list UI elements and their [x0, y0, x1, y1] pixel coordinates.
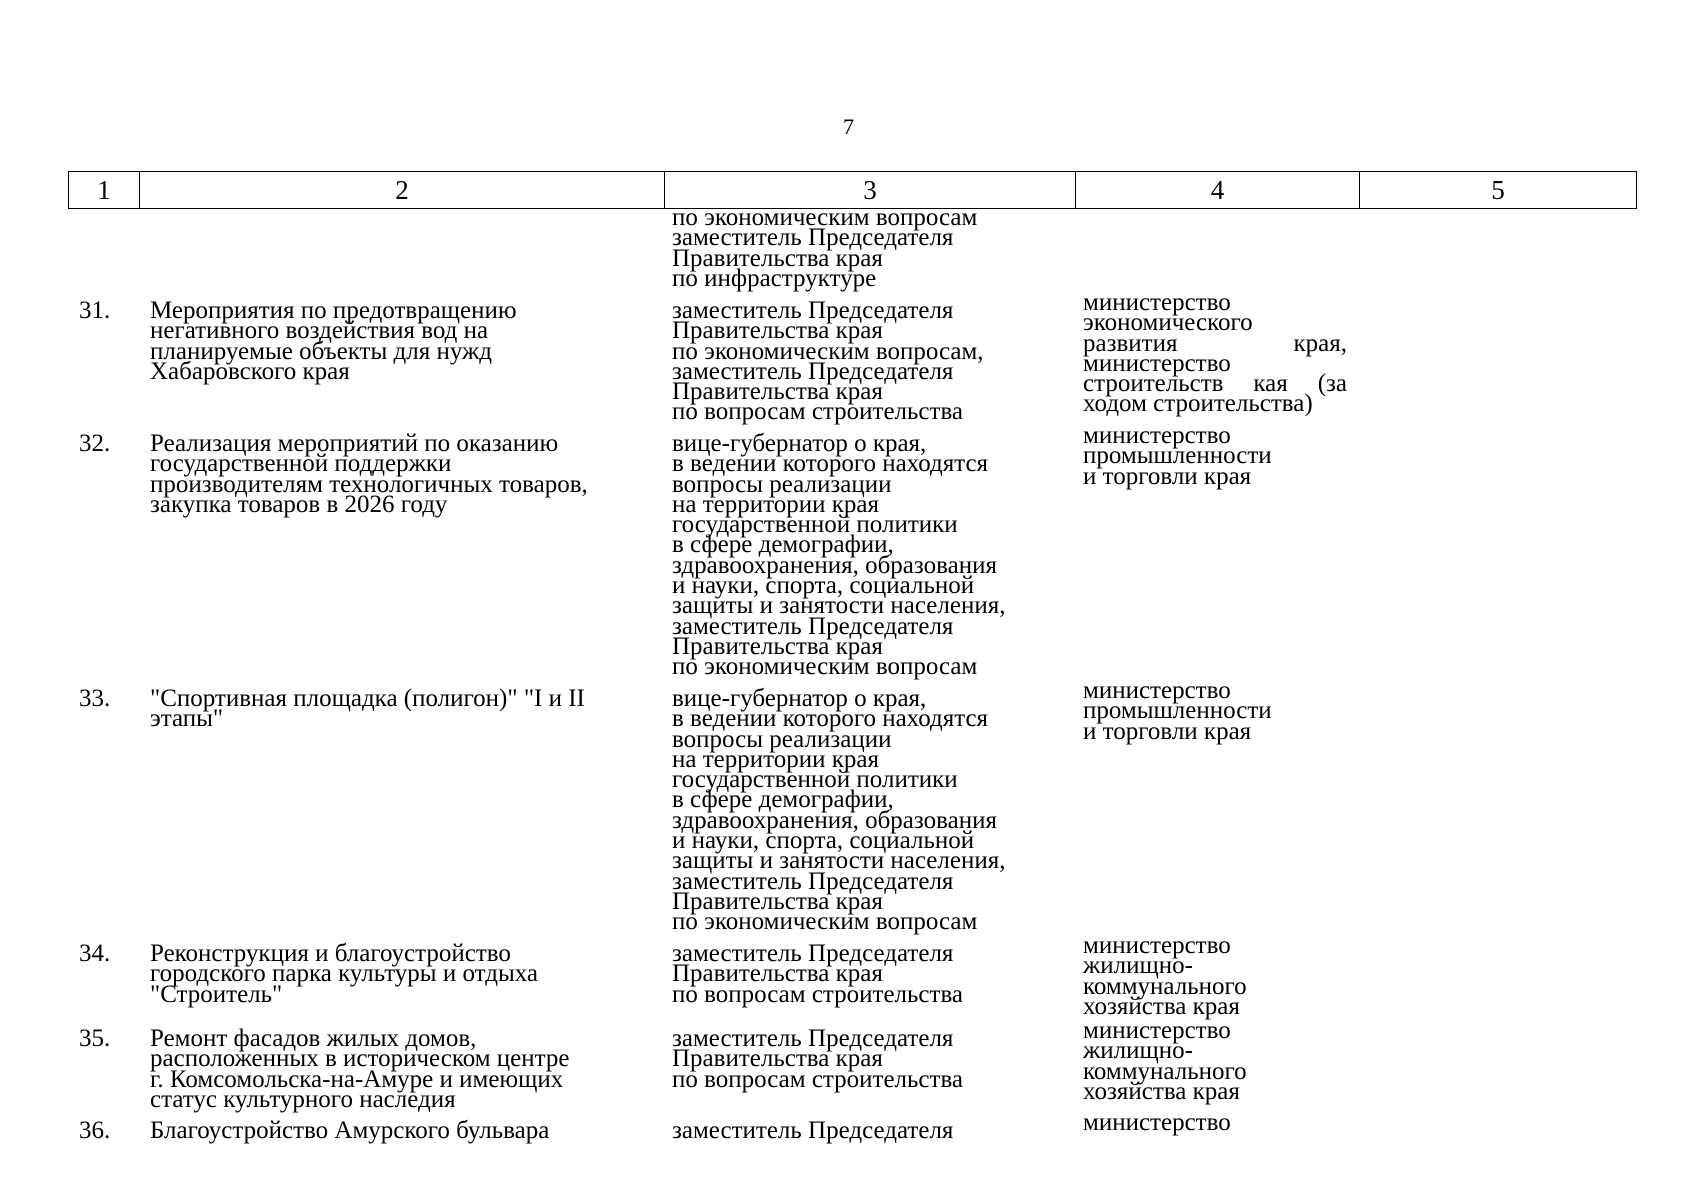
continuation-responsible: по экономическим вопросам заместитель Председателя Правительства края по инфраструктуре — [672, 204, 978, 292]
column-header-1: 1 — [69, 172, 140, 209]
row-32-responsible: вице-губернатор о края, в ведении которого находятся вопросы реализации на территории края государственной политики в сфере демографии, здравоохранения, образования и науки, спорта, социальной защиты и занятости населения, заместитель Председателя Правительства края по экономическим вопросам — [672, 430, 1006, 681]
row-34-number: 34. — [79, 940, 111, 967]
row-35-responsible: заместитель Председателя Правительства края по вопросам строительства — [672, 1025, 964, 1093]
row-33-responsible: вице-губернатор о края, в ведении которого находятся вопросы реализации на территории края государственной политики в сфере демографии, здравоохранения, образования и науки, спорта, социальной защиты и занятости населения, заместитель Председателя Правительства края по экономическим вопросам — [672, 685, 1006, 936]
row-33-number: 33. — [79, 685, 111, 712]
row-31-name: Мероприятия по предотвращению негативного воздействия вод на планируемые объекты для нужд Хабаровского края — [150, 297, 517, 385]
row-33-name: "Спортивная площадка (полигон)" "I и II этапы" — [150, 685, 585, 733]
page-number: 7 — [843, 114, 854, 139]
row-35-name: Ремонт фасадов жилых домов, расположенных в историческом центре г. Комсомольска-на-Амуре и имеющих статус культурного наследия — [150, 1025, 570, 1113]
row-31-responsible: заместитель Председателя Правительства края по экономическим вопросам, заместитель Председателя Правительства края по вопросам строительства — [672, 297, 984, 426]
row-34-name: Реконструкция и благоустройство городского парка культуры и отдыха "Строитель" — [150, 940, 539, 1008]
column-header-2: 2 — [140, 172, 665, 209]
row-31-executor: министерство экономического развития края, министерство строительств кая (за ходом строительства) — [1083, 289, 1347, 418]
row-34-executor: министерство жилищно- коммунального хозяйства края — [1083, 932, 1247, 1020]
row-36-responsible: заместитель Председателя — [672, 1117, 954, 1144]
row-35-number: 35. — [79, 1025, 111, 1052]
row-32-name: Реализация мероприятий по оказанию государственной поддержки производителям технологичных товаров, закупка товаров в 2026 году — [150, 430, 588, 518]
row-31-number: 31. — [79, 297, 111, 324]
row-32-executor: министерство промышленности и торговли края — [1083, 422, 1272, 490]
row-36-number: 36. — [79, 1117, 111, 1144]
row-35-executor: министерство жилищно- коммунального хозяйства края — [1083, 1017, 1247, 1105]
row-36-executor: министерство — [1083, 1109, 1231, 1136]
row-33-executor: министерство промышленности и торговли края — [1083, 677, 1272, 745]
row-32-number: 32. — [79, 430, 111, 457]
row-36-name: Благоустройство Амурского бульвара — [150, 1117, 550, 1144]
column-header-3: 3 — [665, 172, 1076, 209]
row-34-responsible: заместитель Председателя Правительства края по вопросам строительства — [672, 940, 964, 1008]
column-header-5: 5 — [1360, 172, 1637, 209]
column-header-4: 4 — [1076, 172, 1360, 209]
